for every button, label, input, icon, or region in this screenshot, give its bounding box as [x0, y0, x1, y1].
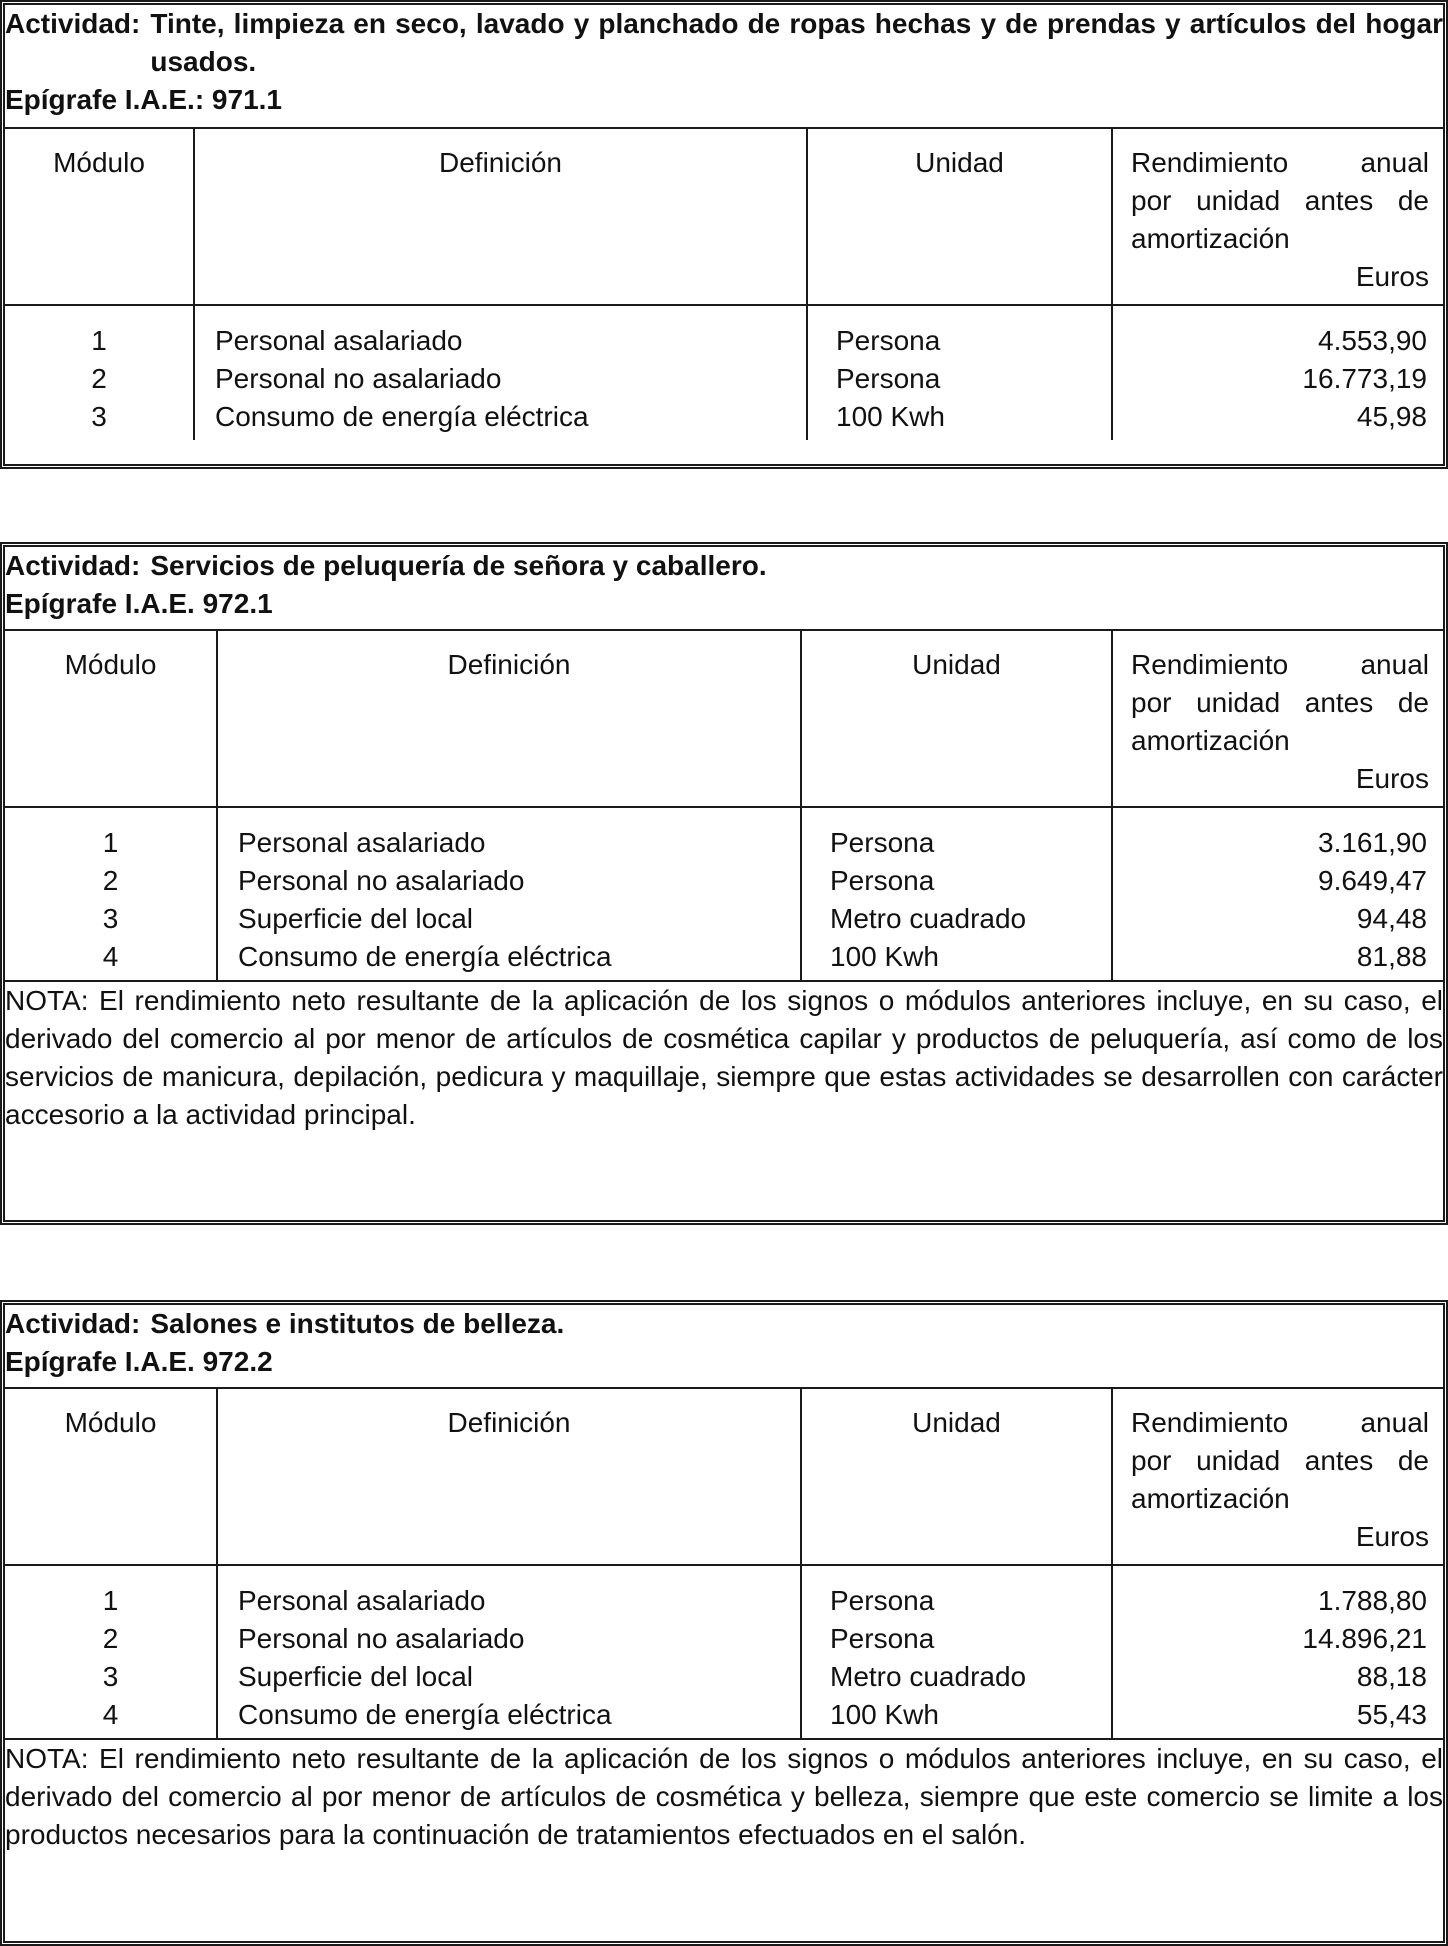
- rendimiento-value: 14.896,21: [1302, 1623, 1427, 1654]
- column-header-unidad: Unidad: [807, 128, 1112, 305]
- rendimiento-cell: [1112, 1565, 1443, 1739]
- rendimiento-line: amortización: [1131, 223, 1290, 254]
- modulo-value: 3: [102, 1661, 119, 1692]
- table-heading: [5, 5, 1443, 128]
- definicion-cell: [217, 1565, 801, 1739]
- table-heading: [5, 547, 1443, 630]
- table-heading: [5, 1305, 1443, 1388]
- rendimiento-value: 16.773,19: [1302, 363, 1427, 394]
- activity-label: Actividad:: [5, 8, 141, 39]
- table-beauty-salons: [0, 1300, 1448, 1946]
- unidad-value: Persona: [830, 1623, 935, 1654]
- rendimiento-value: 1.788,80: [1318, 1585, 1427, 1616]
- rendimiento-line: por unidad antes de: [1131, 1445, 1429, 1476]
- unidad-value: 100 Kwh: [830, 1699, 939, 1730]
- definicion-value: Personal asalariado: [238, 1585, 486, 1616]
- activity-line: [5, 1305, 1443, 1343]
- modulo-value: 1: [102, 1585, 119, 1616]
- unidad-value: Persona: [830, 865, 935, 896]
- modulo-cell: [5, 1565, 217, 1739]
- table-dyeing-cleaning: [0, 0, 1448, 469]
- unidad-value: 100 Kwh: [830, 941, 939, 972]
- unidad-value: Metro cuadrado: [830, 903, 1027, 934]
- activity-label: Actividad:: [5, 1308, 141, 1339]
- unidad-cell: [801, 1565, 1112, 1739]
- rendimiento-line: Rendimiento anual: [1131, 1407, 1429, 1438]
- unidad-value: Persona: [830, 1585, 935, 1616]
- rendimiento-cell: [1112, 305, 1443, 440]
- epigrafe: Epígrafe I.A.E.: 971.1: [5, 84, 282, 115]
- rendimiento-value: 9.649,47: [1318, 865, 1427, 896]
- epigrafe: Epígrafe I.A.E. 972.1: [5, 588, 273, 619]
- unidad-value: Persona: [836, 363, 941, 394]
- euros-unit: Euros: [1355, 1521, 1429, 1552]
- rendimiento-cell: [1112, 807, 1443, 981]
- modulo-value: 3: [102, 903, 119, 934]
- rendimiento-value: 88,18: [1356, 1661, 1427, 1692]
- data-rows: [5, 1565, 1443, 1739]
- column-header-rendimiento: [1112, 1388, 1443, 1565]
- activity-text: Salones e institutos de belleza.: [150, 1308, 565, 1339]
- rendimiento-line: Rendimiento anual: [1131, 147, 1429, 178]
- column-header-definicion: Definición: [194, 128, 807, 305]
- module-table: [5, 1305, 1443, 1854]
- rendimiento-line: Rendimiento anual: [1131, 649, 1429, 680]
- rendimiento-value: 81,88: [1356, 941, 1427, 972]
- activity-text: Servicios de peluquería de señora y caballero.: [150, 550, 767, 581]
- column-header-definicion: Definición: [217, 630, 801, 807]
- unidad-value: Persona: [830, 827, 935, 858]
- activity-line: [5, 5, 1443, 81]
- definicion-value: Personal no asalariado: [238, 865, 525, 896]
- unidad-cell: [807, 305, 1112, 440]
- unidad-value: 100 Kwh: [836, 401, 945, 432]
- unidad-value: Persona: [836, 325, 941, 356]
- rendimiento-value: 3.161,90: [1318, 827, 1427, 858]
- modulo-value: 2: [102, 865, 119, 896]
- rendimiento-line: amortización: [1131, 725, 1290, 756]
- activity-label: Actividad:: [5, 550, 141, 581]
- column-header-row: [5, 128, 1443, 305]
- column-header-modulo: Módulo: [5, 128, 194, 305]
- definicion-value: Personal asalariado: [238, 827, 486, 858]
- definicion-value: Personal asalariado: [215, 325, 463, 356]
- activity-line: [5, 547, 1443, 585]
- rendimiento-line: por unidad antes de: [1131, 687, 1429, 718]
- column-header-rendimiento: [1112, 128, 1443, 305]
- definicion-value: Consumo de energía eléctrica: [238, 941, 612, 972]
- column-header-rendimiento: [1112, 630, 1443, 807]
- modulo-value: 1: [91, 325, 107, 356]
- column-header-definicion: Definición: [217, 1388, 801, 1565]
- data-rows: [5, 305, 1443, 440]
- modulo-value: 1: [102, 827, 119, 858]
- epigrafe: Epígrafe I.A.E. 972.2: [5, 1346, 273, 1377]
- definicion-value: Personal no asalariado: [238, 1623, 525, 1654]
- nota-text: NOTA: El rendimiento neto resultante de la aplicación de los signos o módulos anteriores incluye, en su caso, el derivado del comercio al por menor de artículos de cosmética y belleza, siempre que este comercio se limite a los productos necesarios para la continuación de tratamientos efectuados en el salón.: [5, 1739, 1443, 1854]
- module-table: [5, 547, 1443, 1134]
- column-header-row: [5, 630, 1443, 807]
- euros-unit: Euros: [1355, 261, 1429, 292]
- modulo-cell: [5, 807, 217, 981]
- modulo-value: 2: [91, 363, 107, 394]
- column-header-unidad: Unidad: [801, 1388, 1112, 1565]
- modulo-value: 4: [102, 941, 119, 972]
- column-header-modulo: Módulo: [5, 630, 217, 807]
- modulo-value: 4: [102, 1699, 119, 1730]
- definicion-cell: [217, 807, 801, 981]
- table-hairdressing: [0, 542, 1448, 1225]
- modulo-value: 2: [102, 1623, 119, 1654]
- definicion-value: Superficie del local: [238, 903, 474, 934]
- definicion-cell: [194, 305, 807, 440]
- definicion-value: Personal no asalariado: [215, 363, 502, 394]
- column-header-unidad: Unidad: [801, 630, 1112, 807]
- column-header-modulo: Módulo: [5, 1388, 217, 1565]
- rendimiento-value: 45,98: [1356, 401, 1427, 432]
- unidad-value: Metro cuadrado: [830, 1661, 1027, 1692]
- modulo-cell: [5, 305, 194, 440]
- modulo-value: 3: [91, 401, 107, 432]
- rendimiento-line: por unidad antes de: [1131, 185, 1429, 216]
- nota-text: NOTA: El rendimiento neto resultante de la aplicación de los signos o módulos anteriores incluye, en su caso, el derivado del comercio al por menor de artículos de cosmética capilar y productos de peluquería, así como de los servicios de manicura, depilación, pedicura y maquillaje, siempre que estas actividades se desarrollen con carácter accesorio a la actividad principal.: [5, 981, 1443, 1134]
- rendimiento-value: 94,48: [1356, 903, 1427, 934]
- definicion-value: Consumo de energía eléctrica: [215, 401, 589, 432]
- column-header-row: [5, 1388, 1443, 1565]
- rendimiento-value: 55,43: [1356, 1699, 1427, 1730]
- unidad-cell: [801, 807, 1112, 981]
- definicion-value: Superficie del local: [238, 1661, 474, 1692]
- rendimiento-line: amortización: [1131, 1483, 1290, 1514]
- euros-unit: Euros: [1355, 763, 1429, 794]
- rendimiento-value: 4.553,90: [1318, 325, 1427, 356]
- module-table: [5, 5, 1443, 440]
- data-rows: [5, 807, 1443, 981]
- definicion-value: Consumo de energía eléctrica: [238, 1699, 612, 1730]
- activity-text: Tinte, limpieza en seco, lavado y planchado de ropas hechas y de prendas y artículos del hogar usados.: [150, 8, 1443, 77]
